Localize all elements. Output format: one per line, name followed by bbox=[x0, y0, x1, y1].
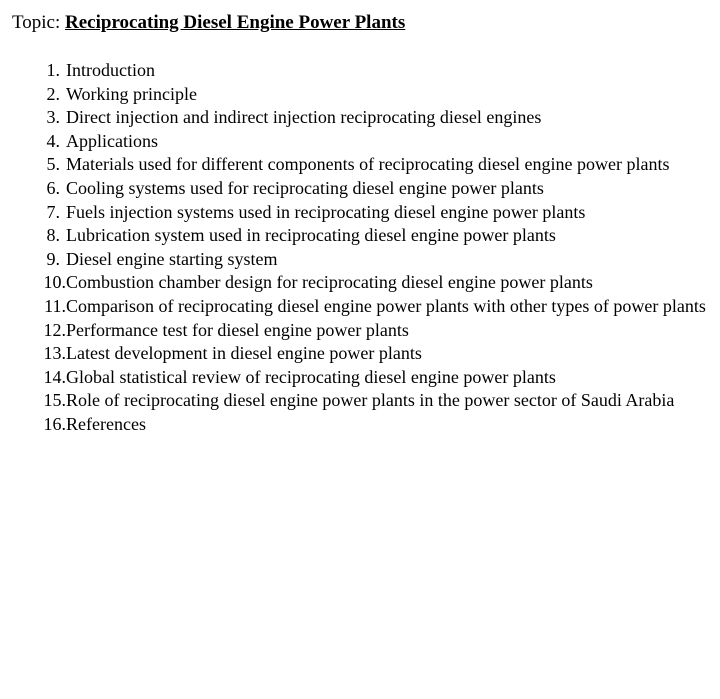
outline-item-number: 4. bbox=[46, 130, 60, 151]
outline-item-number: 5. bbox=[46, 154, 60, 175]
outline-item-text: Latest development in diesel engine power plants bbox=[66, 343, 422, 364]
outline-item-text: Materials used for different components of reciprocating diesel engine power plants bbox=[66, 154, 670, 175]
outline-item-text: Lubrication system used in reciprocating diesel engine power plants bbox=[66, 225, 556, 246]
outline-item-14 bbox=[20, 366, 710, 390]
outline-item-number: 1. bbox=[46, 60, 60, 80]
outline-item-text: Global statistical review of reciprocating diesel engine power plants bbox=[66, 366, 556, 387]
topic-label: Topic: bbox=[12, 12, 61, 33]
outline-item-number: 10. bbox=[43, 272, 66, 293]
topic-title: Reciprocating Diesel Engine Power Plants bbox=[65, 12, 406, 33]
outline-item-3 bbox=[20, 106, 710, 130]
outline-item-6 bbox=[20, 177, 710, 201]
outline-item-text: Role of reciprocating diesel engine power plants in the power sector of Saudi Arabia bbox=[66, 390, 675, 411]
outline-item-number: 15. bbox=[43, 390, 66, 411]
outline-item-text: Introduction bbox=[66, 60, 155, 80]
outline-item-text: Combustion chamber design for reciprocating diesel engine power plants bbox=[66, 272, 593, 293]
topic-heading bbox=[12, 10, 405, 36]
outline-item-text: Applications bbox=[66, 130, 158, 151]
outline-item-16 bbox=[20, 413, 710, 437]
outline-item-1 bbox=[20, 59, 710, 83]
outline-item-number: 9. bbox=[46, 248, 60, 269]
outline-item-12 bbox=[20, 319, 710, 343]
outline-item-text: Direct injection and indirect injection reciprocating diesel engines bbox=[66, 107, 542, 128]
outline-item-number: 12. bbox=[43, 319, 66, 340]
outline-item-5 bbox=[20, 153, 710, 177]
outline-item-text: Fuels injection systems used in reciprocating diesel engine power plants bbox=[66, 201, 586, 222]
outline-item-number: 14. bbox=[43, 366, 66, 387]
outline-item-number: 16. bbox=[43, 413, 66, 434]
outline-item-number: 3. bbox=[46, 107, 60, 128]
outline-item-9 bbox=[20, 248, 710, 272]
outline-item-number: 2. bbox=[46, 83, 60, 104]
outline-item-text: Diesel engine starting system bbox=[66, 248, 278, 269]
topic-outline-list bbox=[20, 59, 710, 437]
outline-item-text: Cooling systems used for reciprocating diesel engine power plants bbox=[66, 177, 544, 198]
outline-item-number: 13. bbox=[43, 343, 66, 364]
outline-item-text: Working principle bbox=[66, 83, 198, 104]
outline-item-8 bbox=[20, 224, 710, 248]
outline-item-4 bbox=[20, 130, 710, 154]
outline-item-13 bbox=[20, 342, 710, 366]
outline-item-7 bbox=[20, 201, 710, 225]
outline-item-number: 6. bbox=[46, 177, 60, 198]
outline-item-10 bbox=[20, 271, 710, 295]
outline-item-11 bbox=[20, 295, 710, 319]
outline-item-15 bbox=[20, 389, 710, 413]
outline-item-text: Comparison of reciprocating diesel engine power plants with other types of power plants bbox=[66, 295, 706, 316]
outline-item-number: 11. bbox=[44, 295, 66, 316]
outline-item-text: Performance test for diesel engine power plants bbox=[66, 319, 409, 340]
outline-item-2 bbox=[20, 83, 710, 107]
outline-item-number: 7. bbox=[46, 201, 60, 222]
outline-item-number: 8. bbox=[46, 225, 60, 246]
outline-item-text: References bbox=[66, 413, 146, 434]
